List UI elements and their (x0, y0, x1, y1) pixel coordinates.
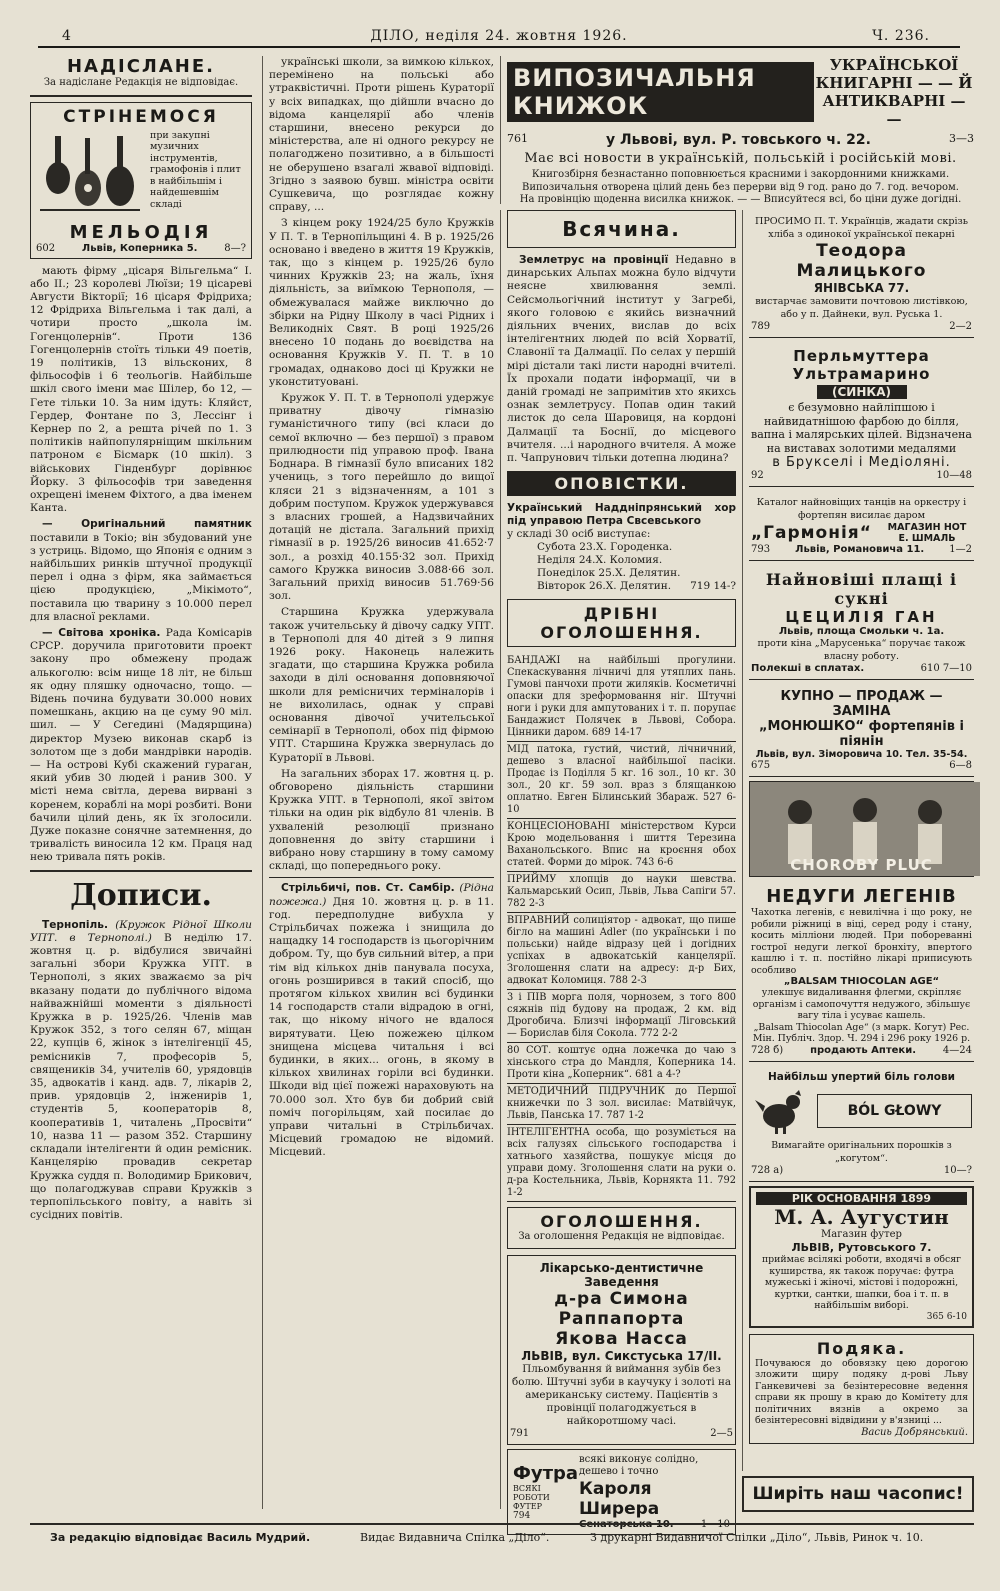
ternopil-label: Тернопіль. (42, 918, 109, 931)
piano-name: „МОНЮШКО“ фортепянів і піянін (759, 719, 964, 749)
earthquake-text: Недавно в динарських Альпах можна було відчути неясне хвилювання землі. Сейсмольогічний інститут у Загребі, якого головою є якийсь визначний діяльних вчених, вислав до всіх інтелігентних людей по всій Хорватії, Славонії та Далмації. По селах у першій мірі дістали такі листи народні вчителі. Їх прохали подати інформації, чи в даній громаді не запримітив хто якихсь ознак землетрусу. Попав один такий листок до села Шаровиця, на кордоні Далмації та Боснії, до місцевого вчителя. ...і народного вчителя. А може п. Чапрунович тільки дотепна людина? (507, 254, 736, 465)
lungs-banner: CHOROBY PLUC (790, 856, 933, 874)
ultramarine-code-right: 10—48 (936, 470, 972, 481)
melodia-brand: МЕЛЬОДІЯ (69, 221, 213, 243)
piano-head: КУПНО — ПРОДАЖ — ЗАМІНА (780, 689, 943, 719)
strilbychi-label: Стрільбичі, пов. Ст. Самбір. (281, 882, 455, 895)
bread-address: ЯНІВСЬКА 77. (813, 281, 910, 295)
melodia-text: при закупні музичних інструментів, грамофонів і плит в найбільшім і найдешевшім складі (150, 129, 241, 210)
dentist-line-1: Лікарсько-дентистичне Заведення (539, 1260, 704, 1289)
chronicle-text: Рада Комісарів СРСР. доручила приготовити проект закону про обмежену продаж алькоголю: всім нище 18 літ, не більш як одну пляшку одночасно, тощо. — Відень почина будувати 30.000 нових помешкань, акцию на це суму 90 міл. шил. — У Сегедині (Мадярщина) директор Музею виконав скарб із золотом ще з доби мандрівки народів. — На острові Кубі скажений гураган, який убив 30 людей і ранив 300. У місті нема світла, дерева вирвані з коренем, кораблі на морі розбиті. Вони бачили цілий день, як їх зголосили. Дуже показне сонячне затемнення, до тривалість виносила 12 км. Праця над нею тривала пять років. (30, 626, 252, 864)
chronicle-label: — Світова хроніка. (42, 626, 161, 639)
headache-head: Найбільш упертий біль голови (767, 1070, 955, 1083)
furs-ad (507, 1449, 736, 1535)
masthead-line: ДІЛО, неділя 24. жовтня 1926. (370, 28, 628, 44)
piano-ad (749, 684, 974, 777)
lungs-sold: продають Аптеки. (810, 1044, 916, 1056)
col2-para-2: З кінцем року 1924/25 було Кружків У П. Т. в Тернопільщині 4. В р. 1925/26 основано і введено в життя 19 Кружків, так, що з кінцем р. 1925/26 було чинних Кружків 23; на жаль, їхня діяльність, за виїмкою Тернополя, — обмежувалася майже виключно до збірки на Рідну Школу в часі Рідних і Великодніх Свят. В році 1925/26 внесено 10 подань до воєвідства на основання Кружків У. П. Т. в 10 громадах, однаково досі ці Кружки не уконституовані. (269, 217, 494, 388)
share-slogan: Ширіть наш часопис! (742, 1476, 974, 1512)
augustyn-text: приймає всілякі роботи, входячі в обсяг куширства, як також поручає: футра мужеські і жіночі, містові і подорожні, куртки, сантки, шапки, боа і т. п. в найбільшім виборі. (761, 1254, 962, 1311)
cloaks-head: Найновіші плащі і сукні (765, 570, 958, 608)
col2-para-4: Старшина Кружка удержувала також учительську й дівочу садку УПТ. в Тернополі для 40 дітей з 9 липня 1926 року. Наконець належить згадати, що старшина Кружка робила заходи в ділі основання доповняючої школи для ремісничих терміналорів і не вихолилась, однак у справі основання дівочої учительської семінарії в Тернополі, обох під фірмою УПТ. Старшина Кружка звернулась до Кураторії в Львові. (269, 606, 494, 764)
article-monument (30, 518, 252, 624)
ultramarine-city: в Брукселі і Медіоляні. (772, 455, 951, 470)
article-earthquake (507, 254, 736, 465)
headache-code-right: 10—? (943, 1164, 972, 1176)
classified-ad: МЕТОДИЧНИЙ ПІДРУЧНИК до Першої книжечки по 3 зол. висилає: Матвійчук, Львів, Панська 17. 787 1-2 (507, 1084, 736, 1125)
library-title: ВИПОЗИЧАЛЬНЯ КНИЖОК (507, 62, 814, 122)
lungs-text: Чахотка легенів, є невилічна і що року, не робили ріжниці в віці, серед роду і стану, косить мілліони людей. При побореванні гострої недуги легкої бронхіту, впертого кашлю і т. п. постійно лікарі приписують особливо (751, 907, 972, 976)
footer-publisher: Видає Видавнича Спілка „Діло“. (360, 1531, 550, 1544)
rooster-icon (751, 1086, 811, 1136)
melodia-address: Львів, Коперника 5. (81, 242, 198, 254)
library-subtitle: УКРАЇНСЬКОЇ КНИГАРНІ — — Й АНТИКВАРНІ — — (815, 56, 973, 128)
choir-date-4: Вівторок 26.X. Делятин. (537, 580, 672, 593)
library-address: у Львові, вул. Р. товського ч. 22. (606, 132, 871, 148)
furs-small: ВСЯКІ РОБОТИ ФУТЕР (513, 1483, 550, 1511)
thanks-signature: Васиь Добрянський. (861, 1426, 968, 1438)
classified-ad: ПРИЙМУ хлопців до науки шевства. Кальмарський Осип, Львів, Льва Сапіги 57. 782 2-3 (507, 872, 736, 913)
ternopil-note: (Кружок Рідної Школи УПТ. в Тернополі.) (30, 918, 253, 944)
opovistky-heading: ОПОВІСТКИ. (507, 471, 736, 496)
cloaks-ad (749, 565, 974, 680)
dentist-line-2: д-ра Симона Раппапорта (554, 1288, 689, 1329)
augustyn-address: ЛЬВІВ, Рутовського 7. (791, 1241, 932, 1254)
vsiachyna-box (507, 210, 736, 248)
article-strilbychi (269, 882, 494, 1159)
article-ternopil (30, 919, 252, 1223)
article-world-chronicle (30, 627, 252, 865)
oholoshennia-disclaimer: За оголошення Редакція не відповідає. (518, 1231, 725, 1243)
lungs-code-left: 728 б) (751, 1044, 784, 1056)
dentist-code-left: 791 (510, 1427, 530, 1439)
cloaks-note: Полекші в сплатах. (751, 663, 865, 674)
col2-para-3: Кружок У. П. Т. в Тернополі удержує приватну дівочу гімназію гуманістичного типу (всі класи до семої включно — без першої) з правом прилюдности під управою проф. Івана Боднара. В гімназії було вписаних 182 учениць, з того перейшло до вищої кляси 21 з відзначенням, а 101 з добрим поступом. Кружок удержувався з власних грошей, а Надзвичайних дотацій не дістала. Загальний прихід гімназії в р. 1925/26 виносив 41.652·7 зол., а розхід 40.155·32 зол. Прихід самого Кружка виносив 3.088·66 зол. Загальний прихід виносив 51.769·56 зол. (269, 392, 494, 603)
headache-ad (749, 1066, 974, 1182)
harmonia-address: Львів, Романовича 11. (795, 544, 925, 555)
furs-word: Футра (513, 1462, 579, 1484)
ultramarine-name: Перльмуттера Ультрамарино (792, 347, 931, 383)
dentist-line-3: Якова Насса (555, 1328, 688, 1349)
headache-code-left: 728 а) (751, 1164, 784, 1176)
column-2 (262, 56, 494, 1509)
harmonia-code-right: 1—2 (949, 544, 972, 555)
ultramarine-code-left: 92 (751, 470, 764, 481)
library-line-2: Книгозбірня безнастанно поповнюється красними і закордонними книжками. (531, 169, 950, 180)
lungs-ad (749, 881, 974, 1062)
headache-note: Вимагайте оригінальних порошків з „когутом“. (771, 1139, 952, 1164)
piano-address: Львів, вул. Зіморовича 10. Тел. 35-54. (755, 749, 968, 760)
vsiachyna-heading: Всячина. (562, 217, 681, 241)
classified-ad: КОНЦЕСІОНОВАНІ міністерством Курси Крою модельовання і шиття Терезина Ваханольського. Впис на кроєння обох статей. Форми до мірок. 743 6-6 (507, 819, 736, 872)
augustyn-ad (749, 1186, 974, 1328)
oholoshennia-heading: ОГОЛОШЕННЯ. (540, 1212, 703, 1232)
thanks-heading: Подяка. (816, 1338, 907, 1358)
cloaks-address: Львів, площа Смольки ч. 1а. (778, 626, 945, 637)
furs-address: Сенаторська 10. (579, 1518, 674, 1530)
furs-text: всякі виконує солідно, дешево і точно (579, 1453, 699, 1478)
dentist-code-right: 2—5 (710, 1427, 733, 1439)
col2-para-1: українські школи, за вимкою кількох, перемінено на польські або утраквістичні. Проти рішень Кураторії у всіх випадках, що дійшли вчасно до відома канцелярії або членів старшини, внесено рекурси до міністерства, але ні одного рекурсу не полагоджено позитивно, а в більшості не оберушено взагалі жвавої відповіді. Згідно з заявою бувш. міністра освіти Сушкевича, що розглядає кожну справу, ... (269, 56, 494, 214)
choir-code: 719 14-? (690, 580, 736, 593)
choir-date-3: Понеділок 25.X. Делятин. (537, 567, 681, 580)
lungs-code-right: 4—24 (942, 1044, 972, 1056)
classified-ad: МІД патока, густий, чистий, лічничний, дешево з власної найбільшої пасіки. Продає із Поділля 5 кг. 16 зол., 10 кг. 30 зол., 20 кг. 59 зол. враз з блящанкою оплатно. Евген Білинський Збараж. 527 6-10 (507, 742, 736, 819)
monument-label: — Оригінальний памятник (42, 518, 252, 531)
bread-name: Теодора Малицького (796, 241, 927, 281)
classified-ad: 80 СОТ. коштує одна ложечка до чаю з хінського стра до Мандля, Коперника 14. Проти кіна „Коперник“. 681 а 4-? (507, 1043, 736, 1084)
footer-editor: За редакцію відповідає Василь Мудрий. (50, 1531, 311, 1544)
oholoshennia-box (507, 1207, 736, 1249)
ultramarine-sub: (СИНКА) (817, 385, 907, 399)
library-code-right: 3—3 (949, 132, 974, 145)
bread-text: ПРОСИМО П. Т. Українців, жадати скрізь хліба з одинокої української пекарні (754, 216, 969, 240)
strilbychi-note: (Рідна пожежа.) (269, 882, 494, 908)
article-schools: мають фірму „цісаря Вільгельма“ І. або II.; 23 королеві Люїзи; 19 цісареві Августи Вікторії; 16 цісаря Фрідриха; 12 Фрідриха Вільгельма і так далі, а чотири просто „школа ім. Гогенцолернів“. Проти 136 Гогенцолернів стоїть тільки 49 поетів, 19 політиків, 13 вільсконих, 8 фільософів і 6 теольогів. Найбільше шкіл свого імени має Шілер, бо 12, — Гете тільки 10. За ним ідуть: Кляйст, Гердер, Фонтане по 3, Лессінг і Кернер по 2, а решта річей по 1. З політиків найпопулярніщим шкільним патроном є Бісмарк (10 шкіл). З військових Гінденбург дорівнює Йорку. 3 фільософів три заведення охрещені іменем Фіхтого, а два іменем Канта. (30, 264, 252, 515)
classified-ad: ІНТЕЛІГЕНТНА особа, що розуміється на всіх галузях сільського господарства і хатнього хазяйства, пошукує місця до управи дому. Зголошення слати на руки о. д-ра Костельника, Львів, Корнякта 11. 792 1-2 (507, 1125, 736, 1202)
issue-number: Ч. 236. (872, 28, 930, 44)
column-3 (500, 210, 736, 1530)
dentist-ad (507, 1255, 736, 1445)
thanks-box (749, 1334, 974, 1445)
harmonia-code-left: 793 (751, 544, 771, 555)
classified-ad: ВПРАВНИЙ солиціятор - адвокат, що пише бігло на машині Adler (по українськи і по польськи) найде відразу цей і догідних успіхах в адвокатській канцелярії. Зголошення слати на адресу: д-р Бих, адвокат Коломиця. 788 2-3 (507, 913, 736, 990)
classifieds-list (507, 653, 736, 1202)
bread-code-left: 789 (751, 321, 771, 332)
piano-code-left: 675 (751, 760, 771, 771)
dopysy-heading: Дописи. (70, 877, 212, 913)
footer-printer: З друкарні Видавничої Спілки „Діло“, Львів, Ринок ч. 10. (590, 1531, 924, 1544)
column-4 (742, 210, 974, 1471)
melodia-ad (30, 102, 252, 259)
library-ad (500, 56, 974, 204)
bread-text-2: вистарчає замовити почтовою листівкою, або у п. Дайнеки, вул. Руська 1. (755, 296, 968, 320)
dentist-text: Пльомбування й виймання зубів без болю. Штучні зуби в каучуку і золоті на американську систему. Пацієнтів з провінції полагоджується в найкоротшому часі. (512, 1362, 731, 1427)
lungs-head: НЕДУГИ ЛЕГЕНІВ (766, 886, 957, 907)
library-line-4: На провінцію щоденна висилка книжок. — — Вписуйтеся всі, бо ціни дуже догідні. (519, 194, 962, 205)
page-footer (30, 1523, 974, 1545)
choir-date-2: Неділя 24.X. Коломия. (537, 554, 663, 567)
furs-code-left: 794 (513, 1510, 531, 1521)
strilbychi-text: Дня 10. жовтня ц. р. в 11. год. передполудне вибухла у Стрільбичах пожежа і знищила до нащадку 14 господарств із цьогорічним добром. Ту, що був сильний вітер, а при тім від кількох днів панувала посуха, огонь розширився в такий спосіб, що протягом кількох хвилин всі будинки 14 господарств стали відрадою в огні, так, що нікому нічого не вдалося вирятувати. Цею пожежею цілком знищена місцева читальня і всі будинки, в яких... огонь, в якому в кількох хвилинах горіли всі будинки. Шкоди від цієї пожежі нараховують на 70.000 зол. Хто був би добрий свій поміч погорільцям, хай посилає до управи читальні в Стрільбичах. Місцевий громадою не відомий. Місцевий. (269, 895, 494, 1159)
furs-name: Кароля Ширера (579, 1478, 660, 1519)
ternopil-text: В неділю 17. жовтня ц. р. відбулися звичайні загальні збори Кружка УПТ. в Тернополі, з яких зважаємо за річ вказану подати до публічного відома найважнійші моменти з діяльності Кружка в р. 1925/26. Членів мав Кружок 352, з того селян 67, міщан 22, купців 6, жінок з інтелігенції 45, ремісників 7, професорів 5, священиків 34, учителів 60, урядовців 35, адвокатів і канд. адв. 7, лікарів 2, прив. урядовців 2, інженирів 1, студентів 5, кооператорів 8, кооперативів 1, читалень „Просвіти“ 10, назва 11 — разом 352. Старшину складали інтелігенти й один ремісник. Канцелярію провадив секретар Кружка суддя п. Володимир Брикович, що полагоджував справи Кружків з терпопільського повіту, а навіть зі сусідних повітів. (30, 931, 252, 1222)
ultramarine-ad (749, 342, 974, 487)
earthquake-label: Землетрус на провінції (519, 254, 669, 266)
harmonia-store: МАГАЗИН НОТ Е. ШМАЛЬ (887, 522, 967, 544)
library-line-1: Має всі новости в українській, польській і російській мові. (524, 151, 957, 166)
classified-ad: БАНДАЖІ на найбільші прогулини. Спекаскування лічничі для утяплих пань. Гумові панчохи проти жиляків. Косметичні опаски для зреформовання ніг. Штучні ноги і руки для ампутованих і т. п. порупає Бандажист Полячек в Львові, Собора. Цінники даром. 689 14-17 (507, 653, 736, 742)
column-1 (30, 56, 252, 1509)
instruments-illustration-icon (36, 130, 146, 222)
library-code-left: 761 (507, 132, 528, 145)
choir-intro: у складі 30 осіб виступає: (507, 528, 651, 541)
page-number: 4 (62, 28, 72, 44)
melodia-code-right: 8—? (224, 242, 246, 254)
choir-announcement (507, 502, 736, 593)
running-header (38, 28, 960, 48)
headache-pack: BÓL GŁOWY (817, 1094, 972, 1128)
bread-ad (749, 210, 974, 338)
lungs-text-2: улекшує видаливання флегми, скріпляє організм і самопочуття недужого, збільшує вагу тіла і усуває кашель. (752, 987, 971, 1021)
lungs-illustration (749, 781, 974, 877)
balsam-name: „BALSAM THIOCOLAN AGE“ (783, 976, 940, 987)
cloaks-code: 610 7—10 (920, 663, 972, 674)
harmonia-name: „Гармонія“ (751, 523, 872, 543)
augustyn-sub: Магазин футер (821, 1228, 902, 1240)
dribni-box (507, 599, 736, 647)
classified-ad: 3 і ПІВ морга поля, чорнозем, з того 800 сяжнів під будову на продаж, 2 км. від Дрогобича. Близчі інформації Ліговський — Борислав біля Сокола. 772 2-2 (507, 990, 736, 1043)
nadislane-disclaimer: За надіслане Редакція не відповідає. (43, 77, 239, 88)
harmonia-text: Каталог найновіщих танців на оркестру і фортепян висилає даром (756, 497, 967, 521)
thanks-text: Почуваюся до обовязку цею дорогою зложити щиру подяку д-рові Льву Ганкевичеві за безінтересовне ведення справи як прошу в краю до Комітету для політичних вязнів а окремо за безінтересовні відвідини у в'язниці ... (755, 1357, 968, 1426)
bread-code-right: 2—2 (949, 321, 972, 332)
monument-text: поставили в Токіо; він збудований уне з устриць. Відомо, що Японія є одним з найбільших ринків штучної продукції перел і одна з фірм, яка займається цією продукцією, „Мікімото“, поставила цю тварину з 10.000 перел для власної реклами. (30, 531, 252, 623)
furs-code-right: 1—10 (700, 1518, 730, 1530)
ultramarine-text: є безумовно найліпшою і найвидатнішою фарбою до білля, вапна і малярських цілей. Відзначена на виставах золотими медалями (751, 401, 972, 455)
dribni-heading: ДРІБНІ ОГОЛОШЕННЯ. (540, 604, 703, 643)
melodia-head: СТРІНЕМОСЯ (63, 106, 219, 127)
lungs-text-3: „Balsam Thiocolan Age“ (з марк. Когут) Рес. Мін. Публіч. Здор. Ч. 294 і 296 року 1926 р. (752, 1021, 971, 1044)
melodia-code-left: 602 (36, 242, 56, 254)
harmonia-ad (749, 491, 974, 561)
library-line-3: Випозичальня отворена цілий день без перерви від 9 год. рано до 7. год. вечором. (522, 181, 959, 193)
choir-head: Український Наддніпрянський хор під управою Петра Свсевського (507, 502, 736, 528)
cloaks-text: проти кіна „Марусенька“ поручає також власну роботу. (757, 638, 966, 662)
col2-para-5: На загальних зборах 17. жовтня ц. р. обговорено діяльність старшини Кружка УПТ. в Тернополі, якої звітом тільки на один рік відбуло 81 членів. В ухваленій резолюції признано доповнення до звіту старшини і вибрано нову старшину в тому самому складі, що попереднього року. (269, 767, 494, 873)
augustyn-year: РІК ОСНОВАННЯ 1899 (756, 1192, 967, 1205)
nadislane-heading: НАДІСЛАНЕ. (66, 56, 215, 77)
augustyn-code: 365 6-10 (926, 1311, 967, 1322)
cloaks-name: ЦЕЦИЛІЯ ГАН (785, 608, 938, 626)
dentist-address: ЛЬВІВ, вул. Сикстуська 17/II. (521, 1348, 722, 1363)
choir-date-1: Субота 23.X. Городенка. (537, 541, 673, 554)
piano-code-right: 6—8 (949, 760, 972, 771)
augustyn-name: М. А. Аугустин (774, 1204, 949, 1229)
